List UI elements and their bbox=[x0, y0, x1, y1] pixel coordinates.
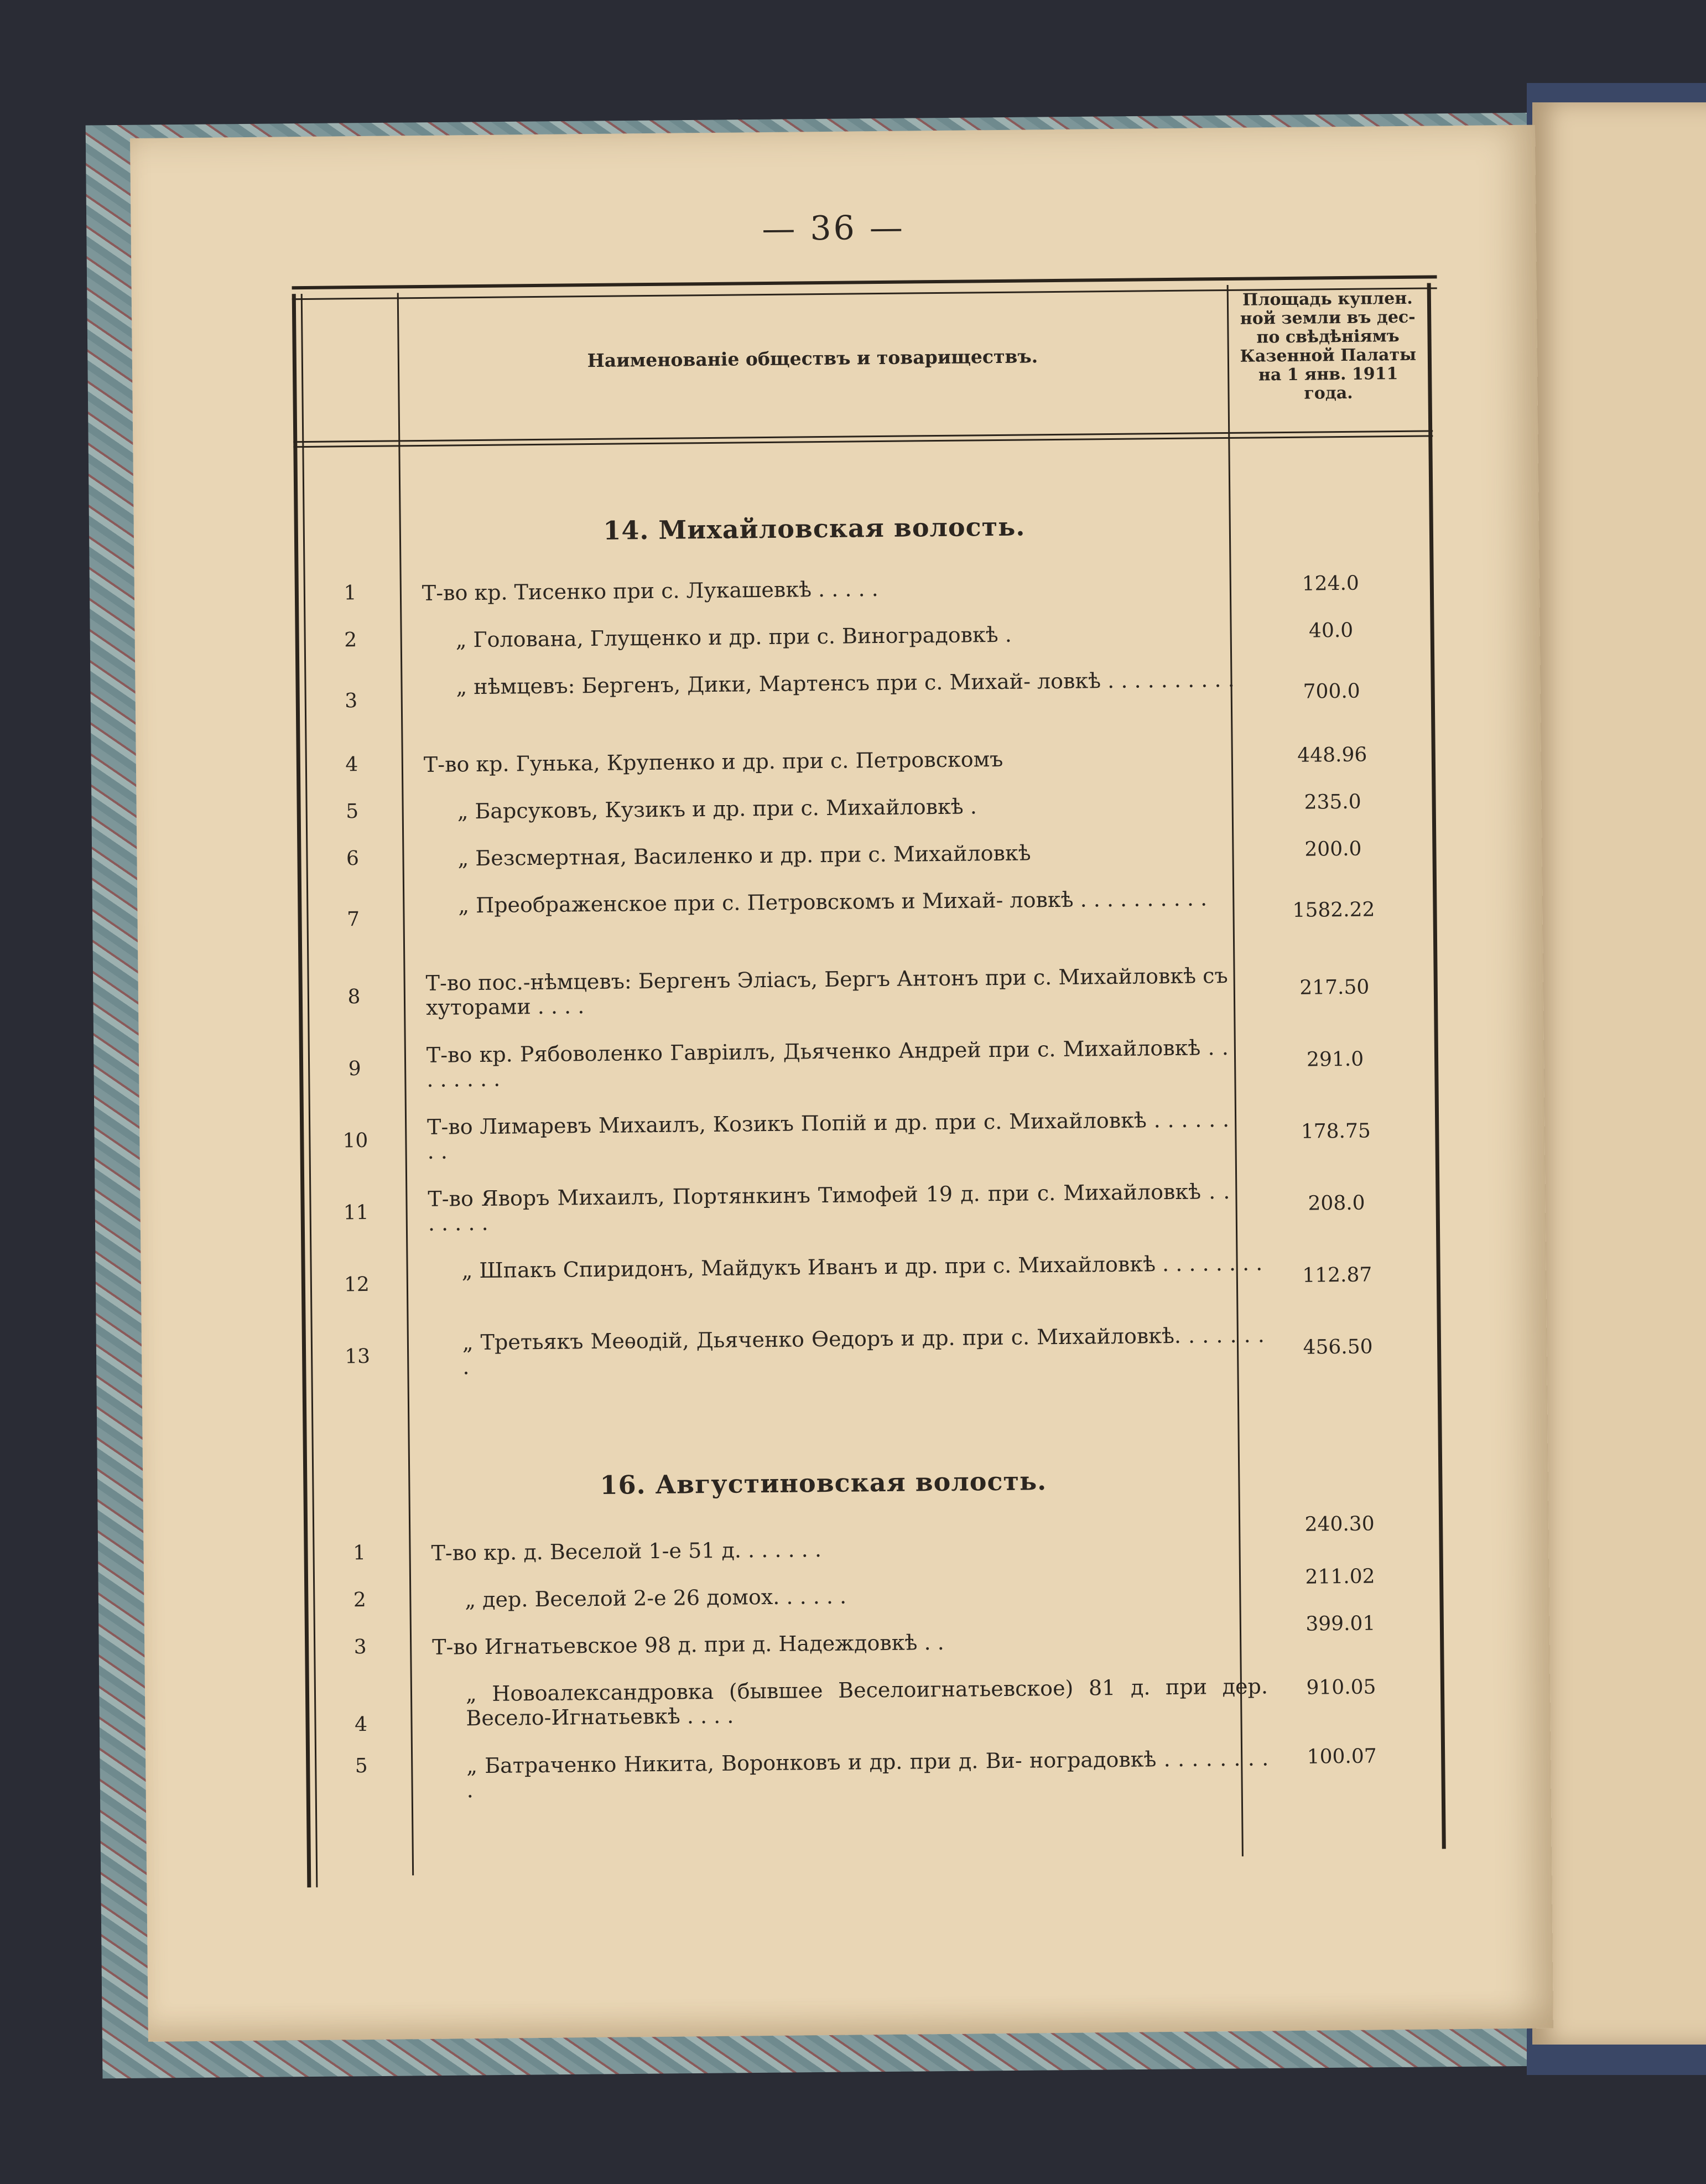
row-number: 1 bbox=[344, 582, 357, 605]
table-row bbox=[297, 743, 1436, 777]
land-table bbox=[292, 275, 1453, 1880]
page-number: — 36 — bbox=[762, 208, 906, 249]
table-row bbox=[295, 571, 1434, 605]
row-number: 2 bbox=[344, 629, 357, 652]
row-area: 200.0 bbox=[1304, 837, 1362, 861]
section-title: 14. Михайловская волость. bbox=[603, 511, 1026, 546]
table-row bbox=[305, 1612, 1444, 1659]
row-name: „ Батраченко Никита, Воронковъ и др. при д. Ви- ноградовкѣ . . . . . . . . . bbox=[466, 1746, 1269, 1803]
row-area: 448.96 bbox=[1297, 743, 1367, 767]
table-row bbox=[295, 618, 1435, 652]
table-row bbox=[298, 884, 1437, 931]
column-header-name: Наименованіе обществъ и товариществъ. bbox=[587, 345, 1038, 372]
row-number: 2 bbox=[353, 1589, 367, 1612]
facing-page bbox=[1532, 102, 1706, 2045]
table-row bbox=[304, 1565, 1444, 1612]
row-name: „ Голована, Глущенко и др. при с. Виноградовкѣ . bbox=[455, 622, 1012, 652]
row-name: Т-во кр. д. Веселой 1-е 51 д. . . . . . . bbox=[431, 1537, 822, 1565]
row-number: 12 bbox=[344, 1273, 370, 1296]
row-name: Т-во Лимаревъ Михаилъ, Козикъ Попій и др. при с. Михайловкѣ . . . . . . . . bbox=[426, 1107, 1230, 1164]
row-number: 6 bbox=[346, 847, 360, 870]
table-row bbox=[301, 1249, 1440, 1296]
row-number: 4 bbox=[354, 1713, 368, 1736]
table-row bbox=[295, 665, 1435, 713]
row-name: Т-во кр. Тисенко при с. Лукашевкѣ . . . . . bbox=[422, 577, 878, 605]
row-area: 217.50 bbox=[1299, 976, 1370, 999]
row-area: 211.02 bbox=[1305, 1565, 1375, 1589]
row-name: Т-во кр. Рябоволенко Гавріилъ, Дьяченко Андрей при с. Михайловкѣ . . . . . . . . bbox=[426, 1035, 1229, 1092]
table-row bbox=[302, 1321, 1442, 1379]
section-title: 16. Августиновская волость. bbox=[600, 1466, 1047, 1500]
row-area: 178.75 bbox=[1301, 1119, 1371, 1143]
row-area: 112.87 bbox=[1302, 1263, 1372, 1287]
row-name: „ Новоалександровка (бывшее Веселоигнатьевское) 81 д. при дер. Весело-Игнатьевкѣ . . . . bbox=[465, 1674, 1268, 1731]
table-row bbox=[300, 1105, 1439, 1164]
row-number: 8 bbox=[347, 985, 361, 1009]
column-header-area: Площадь куплен. ной земли въ дес- по свѣдѣніямъ Казенной Палаты на 1 янв. 1911 года. bbox=[1240, 288, 1417, 403]
row-name: „ Барсуковъ, Кузикъ и др. при с. Михайловкѣ . bbox=[457, 794, 977, 824]
table-row bbox=[304, 1512, 1443, 1565]
table-row bbox=[299, 1033, 1439, 1092]
row-name: Т-во Игнатьевское 98 д. при д. Надеждовкѣ . . bbox=[431, 1630, 944, 1659]
row-number: 7 bbox=[346, 908, 360, 931]
row-number: 10 bbox=[342, 1129, 368, 1153]
row-number: 3 bbox=[353, 1636, 367, 1659]
row-name: „ дер. Веселой 2-е 26 домох. . . . . . bbox=[465, 1584, 847, 1612]
row-name: Т-во кр. Гунька, Крупенко и др. при с. Петровскомъ bbox=[423, 746, 1003, 777]
row-name: „ Преображенское при с. Петровскомъ и Михай- ловкѣ . . . . . . . . . . bbox=[458, 886, 1208, 918]
row-name: „ Безсмертная, Василенко и др. при с. Михайловкѣ bbox=[457, 841, 1031, 871]
table-row bbox=[305, 1672, 1445, 1736]
row-area: 399.01 bbox=[1305, 1612, 1376, 1636]
row-area: 235.0 bbox=[1304, 790, 1361, 814]
row-number: 11 bbox=[343, 1201, 369, 1225]
row-name: „ Третьякъ Меѳодій, Дьяченко Ѳедоръ и др. при с. Михайловкѣ. . . . . . . . bbox=[462, 1322, 1265, 1379]
row-number: 13 bbox=[345, 1345, 371, 1368]
table-row bbox=[306, 1744, 1445, 1803]
row-name: Т-во Яворъ Михаилъ, Портянкинъ Тимофей 19 д. при с. Михайловкѣ . . . . . . . bbox=[428, 1179, 1230, 1236]
row-number: 5 bbox=[346, 800, 359, 823]
row-number: 3 bbox=[345, 689, 358, 713]
row-area: 291.0 bbox=[1306, 1047, 1364, 1071]
row-area: 240.30 bbox=[1304, 1512, 1375, 1536]
row-name: „ нѣмцевъ: Бергенъ, Дики, Мартенсъ при с. Михай- ловкѣ . . . . . . . . . . bbox=[456, 667, 1235, 699]
row-area: 124.0 bbox=[1302, 572, 1360, 595]
row-area: 700.0 bbox=[1303, 679, 1360, 703]
table-row bbox=[300, 1177, 1440, 1236]
row-area: 100.07 bbox=[1307, 1745, 1377, 1768]
row-name: Т-во пос.-нѣмцевъ: Бергенъ Эліасъ, Бергъ Антонъ при с. Михайловкѣ съ хуторами . . . . bbox=[425, 963, 1228, 1020]
book-page bbox=[130, 125, 1553, 2042]
row-number: 9 bbox=[348, 1057, 361, 1081]
table-row bbox=[297, 790, 1437, 824]
row-area: 456.50 bbox=[1303, 1335, 1373, 1359]
table-row bbox=[297, 837, 1437, 871]
table-row bbox=[298, 961, 1438, 1020]
row-area: 40.0 bbox=[1308, 619, 1354, 642]
header-rule bbox=[293, 430, 1433, 448]
row-area: 208.0 bbox=[1308, 1191, 1365, 1215]
row-number: 1 bbox=[352, 1542, 366, 1565]
row-number: 5 bbox=[355, 1755, 368, 1778]
row-area: 910.05 bbox=[1306, 1675, 1376, 1699]
row-area: 1582.22 bbox=[1292, 898, 1375, 922]
row-number: 4 bbox=[345, 753, 358, 776]
row-name: „ Шпакъ Спиридонъ, Майдукъ Иванъ и др. при с. Михайловкѣ . . . . . . . . bbox=[461, 1251, 1263, 1283]
